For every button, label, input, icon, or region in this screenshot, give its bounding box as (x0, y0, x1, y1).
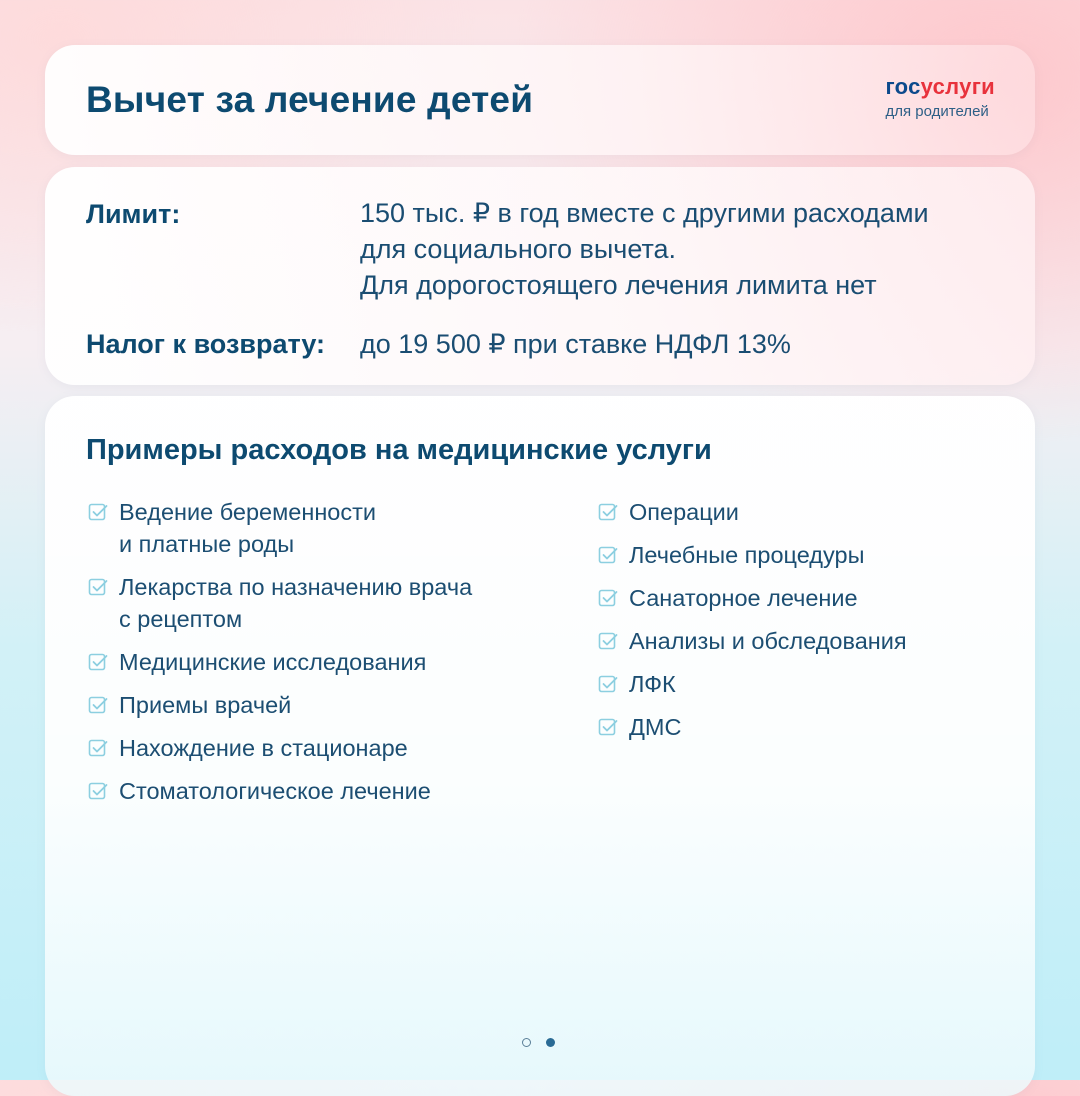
limit-line: Для дорогостоящего лечения лимита нет (360, 270, 877, 300)
expense-item (88, 775, 472, 807)
expense-item-text (119, 775, 472, 807)
checkbox-checked-icon (88, 577, 108, 597)
expense-item-text (629, 625, 907, 657)
expense-item-text (629, 582, 907, 614)
checkbox-checked-icon (598, 502, 618, 522)
pagination-dot-2-active[interactable] (546, 1038, 555, 1047)
expense-item (598, 711, 907, 743)
expense-item (598, 582, 907, 614)
checkbox-checked-icon (598, 674, 618, 694)
expense-item-line: Лекарства по назначению врача (119, 574, 473, 600)
expense-item (88, 496, 472, 560)
checkbox-checked-icon (598, 588, 618, 608)
expense-item (88, 689, 472, 721)
pagination-dot-1[interactable] (522, 1038, 531, 1047)
expense-item (88, 732, 472, 764)
refund-value: до 19 500 ₽ при ставке НДФЛ 13% (360, 329, 791, 359)
expense-item-line: и платные роды (119, 531, 295, 557)
expense-item-text (119, 732, 472, 764)
expense-item-line: Медицинские исследования (119, 649, 427, 675)
title-card (45, 45, 1035, 155)
expense-item (88, 646, 472, 678)
expense-item (598, 668, 907, 700)
expense-item (598, 625, 907, 657)
expense-item-text (629, 711, 907, 743)
expense-item-text (629, 539, 907, 571)
expense-item (598, 539, 907, 571)
checkbox-checked-icon (598, 631, 618, 651)
expense-item-line: Санаторное лечение (629, 585, 858, 611)
expense-item-text (119, 646, 472, 678)
logo-subtitle: для родителей (885, 103, 989, 120)
limit-value (360, 195, 929, 303)
expense-item-line: ДМС (629, 714, 682, 740)
limit-line: 150 тыс. ₽ в год вместе с другими расходами (360, 198, 929, 228)
logo-wordmark: госуслуги (885, 74, 995, 99)
expense-item-text (119, 571, 472, 635)
examples-list-left (88, 496, 472, 818)
refund-label: Налог к возврату: (86, 329, 326, 359)
expense-item-text (629, 668, 907, 700)
examples-card (45, 396, 1035, 1096)
expense-item-line: Нахождение в стационаре (119, 735, 408, 761)
checkbox-checked-icon (88, 652, 108, 672)
expense-item-text (119, 689, 472, 721)
examples-title: Примеры расходов на медицинские услуги (86, 434, 712, 466)
checkbox-checked-icon (88, 695, 108, 715)
checkbox-checked-icon (598, 545, 618, 565)
expense-item-text (629, 496, 907, 528)
expense-item-line: Операции (629, 499, 739, 525)
expense-item-line: Ведение беременности (119, 499, 377, 525)
checkbox-checked-icon (88, 502, 108, 522)
examples-list-right (598, 496, 907, 754)
expense-item-line: Стоматологическое лечение (119, 778, 431, 804)
expense-item-line: с рецептом (119, 606, 243, 632)
expense-item (88, 571, 472, 635)
limit-line: для социального вычета. (360, 234, 677, 264)
limit-label: Лимит: (86, 199, 181, 229)
expense-item-line: Лечебные процедуры (629, 542, 865, 568)
expense-item-line: ЛФК (629, 671, 676, 697)
checkbox-checked-icon (88, 738, 108, 758)
gosuslugi-logo[interactable] (885, 75, 995, 121)
checkbox-checked-icon (88, 781, 108, 801)
expense-item-line: Приемы врачей (119, 692, 292, 718)
expense-item-line: Анализы и обследования (629, 628, 907, 654)
checkbox-checked-icon (598, 717, 618, 737)
page-title: Вычет за лечение детей (86, 79, 534, 120)
expense-item-text (119, 496, 472, 560)
limit-card (45, 167, 1035, 385)
expense-item (598, 496, 907, 528)
